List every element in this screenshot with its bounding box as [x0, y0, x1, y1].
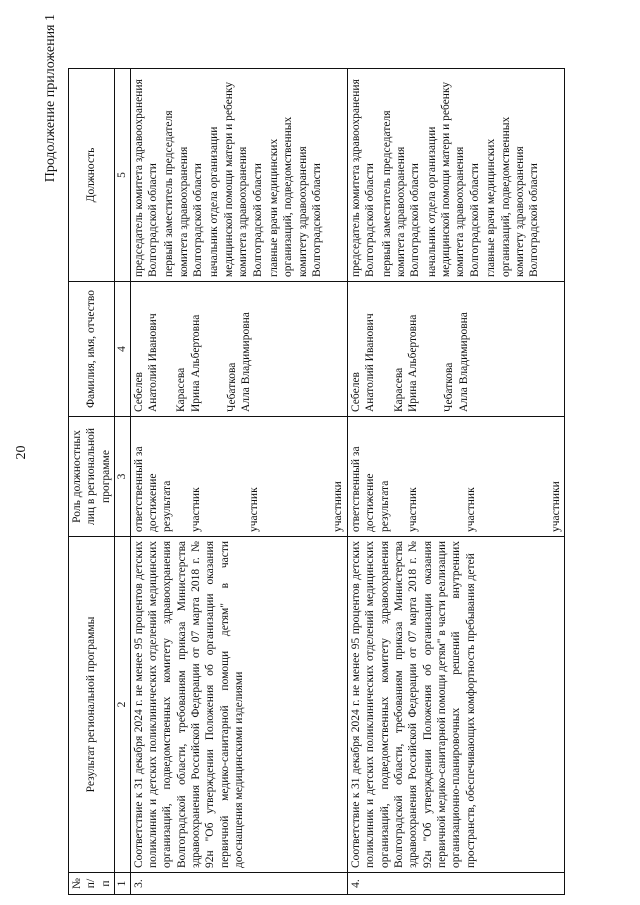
last-name: Себелев [132, 372, 145, 412]
names-cell [347, 282, 564, 417]
first-name: Анатолий Иванович [364, 313, 377, 412]
column-number-row [115, 69, 130, 895]
row-number: 3. [130, 873, 347, 895]
last-name: Карасева [392, 367, 405, 412]
table-row [130, 69, 347, 895]
role: участники [549, 481, 562, 532]
position: председатель комитета здравоохранения Волгоградской области [349, 79, 377, 277]
role: участник [406, 487, 419, 532]
table-header-row [69, 69, 115, 895]
roles-cell [347, 417, 564, 537]
first-name: Алла Владимировна [240, 312, 253, 412]
last-name: Чебаткова [226, 362, 238, 412]
position: начальник отдела организации медицинской помощи матери и ребенку комитета здравоохранения Волгоградской области [425, 81, 481, 277]
program-result: Соответствие к 31 декабря 2024 г. не менее 95 процентов детских поликлиник и детских поликлинических отделений медицинских организаций, подведомственных комитету здравоохранения Волгоградской области, требованиям приказа Министерства здравоохранения Российской Федерации от 07 марта 2018 г. № 92н "Об утверждении Положения об организации оказания первичной медико-санитарной помощи детям" в части реализации организационно-планировочных решений внутренних пространств, обеспечивающих комфортность пребывания детей [347, 537, 564, 873]
position: председатель комитета здравоохранения Волгоградской области [132, 79, 159, 277]
header-result: Результат региональной программы [69, 537, 115, 873]
positions-cell [347, 69, 564, 282]
position: начальник отдела организации медицинской помощи матери и ребенку комитета здравоохранения Волгоградской области [208, 81, 264, 277]
program-result: Соответствие к 31 декабря 2024 г. не менее 95 процентов детских поликлиник и детских поликлинических отделений медицинских организаций, подведомственных комитету здравоохранения Волгоградской области, требованиям приказа Министерства здравоохранения Российской Федерации от 07 марта 2018 г. № 92н "Об утверждении Положения об организации оказания первичной медико-санитарной помощи детям" в части дооснащения медицинскими изделиями [130, 537, 347, 873]
header-role: Роль должностных лиц в региональной программе [69, 417, 115, 537]
position: первый заместитель председателя комитета здравоохранения Волгоградской области [163, 110, 204, 277]
first-name: Анатолий Иванович [146, 313, 159, 412]
column-number: 2 [115, 537, 130, 873]
first-name: Алла Владимировна [457, 312, 470, 412]
first-name: Ирина Альбертовна [406, 314, 419, 412]
role: участник [189, 487, 202, 532]
last-name: Карасева [175, 367, 188, 412]
role: ответственный за достижение результата [132, 446, 174, 532]
program-table [68, 68, 565, 895]
names-cell [130, 282, 347, 417]
role: ответственный за достижение результата [349, 446, 391, 532]
last-name: Себелев [349, 372, 362, 412]
column-number: 1 [115, 873, 130, 895]
column-number: 5 [115, 69, 130, 282]
row-number: 4. [347, 873, 564, 895]
role: участник [248, 487, 260, 532]
appendix-continuation-note: Продолжение приложения 1 [43, 14, 58, 183]
first-name: Ирина Альбертовна [189, 314, 202, 412]
column-number: 4 [115, 282, 130, 417]
roles-cell [130, 417, 347, 537]
header-name: Фамилия, имя, отчество [69, 282, 115, 417]
page-number: 20 [14, 445, 29, 460]
column-number: 3 [115, 417, 130, 537]
table-row [347, 69, 564, 895]
position: главные врачи медицинских организаций, подведомственных комитету здравоохранения Волгоградской области [267, 116, 323, 277]
position: главные врачи медицинских организаций, подведомственных комитету здравоохранения Волгоградской области [485, 116, 541, 277]
header-position: Должность [69, 69, 115, 282]
role: участники [332, 481, 345, 532]
last-name: Чебаткова [443, 362, 456, 412]
role: участник [465, 487, 478, 532]
position: первый заместитель председателя комитета здравоохранения Волгоградской области [380, 110, 422, 277]
header-num: № п/п [69, 873, 115, 895]
positions-cell [130, 69, 347, 282]
